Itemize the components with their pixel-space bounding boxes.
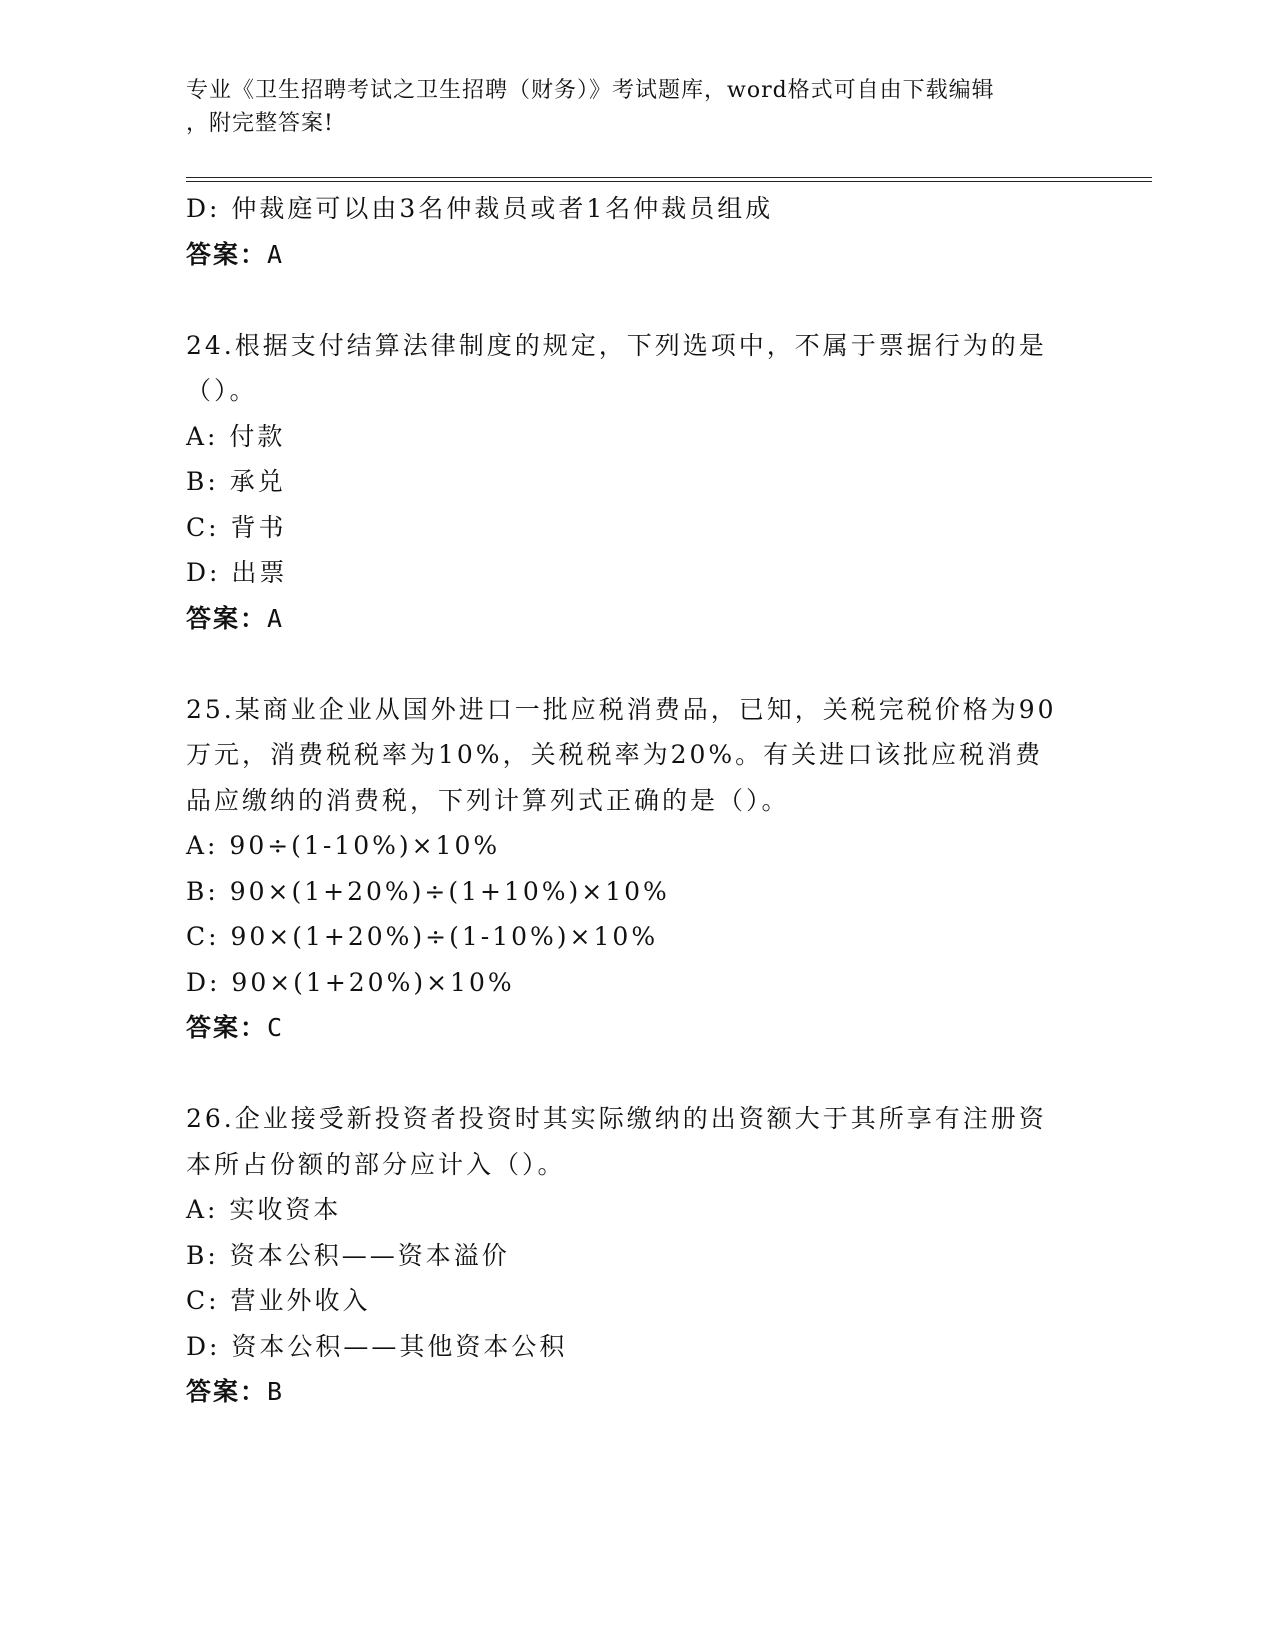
document-body [186,186,1086,1415]
option-b: B: 资本公积——资本溢价 [186,1240,510,1270]
option-a: A: 90÷(1-10%)×10% [186,831,501,860]
option-c: C: 背书 [186,512,287,542]
answer-line [186,596,1086,642]
option-a: A: 付款 [186,421,286,451]
option-a: A: 实收资本 [186,1195,342,1224]
answer-line [186,232,1086,278]
answer-label: 答案： [186,239,268,269]
page-header [186,74,1066,140]
option-c: C: 营业外收入 [186,1286,371,1315]
question-stem-line: 26.企业接受新投资者投资时其实际缴纳的出资额大于其所享有注册资 [186,1104,1047,1133]
option-d: D: 资本公积——其他资本公积 [186,1331,568,1361]
option-c: C: 90×(1+20%)÷(1-10%)×10% [186,922,659,951]
answer-label: 答案： [186,1013,268,1042]
header-line-2: ，附完整答案! [186,111,334,136]
header-line-1: 专业《卫生招聘考试之卫生招聘（财务）》考试题库，word格式可自由下载编辑 [186,78,995,103]
question-stem-line: 本所占份额的部分应计入（）。 [186,1149,566,1179]
question-24 [186,323,1086,642]
option-d: D: 出票 [186,558,288,587]
option-d: D: 仲裁庭可以由3名仲裁员或者1名仲裁员组成 [186,194,774,223]
question-stem-line: 24.根据支付结算法律制度的规定，下列选项中，不属于票据行为的是 [186,330,1047,360]
answer-value: C [267,1013,284,1042]
option-b: B: 90×(1+20%)÷(1+10%)×10% [186,876,670,906]
answer-value: A [267,239,284,269]
answer-label: 答案： [186,603,268,633]
answer-line [186,1005,1086,1051]
answer-value: A [267,603,284,633]
question-25 [186,687,1086,1051]
option-d: D: 90×(1+20%)×10% [186,967,515,997]
question-stem-line: 万元，消费税税率为10%，关税税率为20%。有关进口该批应税消费 [186,740,1044,769]
question-stem-line: 品应缴纳的消费税，下列计算列式正确的是（）。 [186,785,790,815]
question-stem-line: （）。 [186,376,258,405]
answer-line [186,1369,1086,1415]
question-stem-line: 25.某商业企业从国外进口一批应税消费品，已知，关税完税价格为90 [186,694,1057,724]
answer-value: B [267,1377,284,1406]
option-b: B: 承兑 [186,467,286,496]
question-26 [186,1096,1086,1415]
answer-label: 答案： [186,1377,268,1406]
header-divider [186,177,1152,183]
